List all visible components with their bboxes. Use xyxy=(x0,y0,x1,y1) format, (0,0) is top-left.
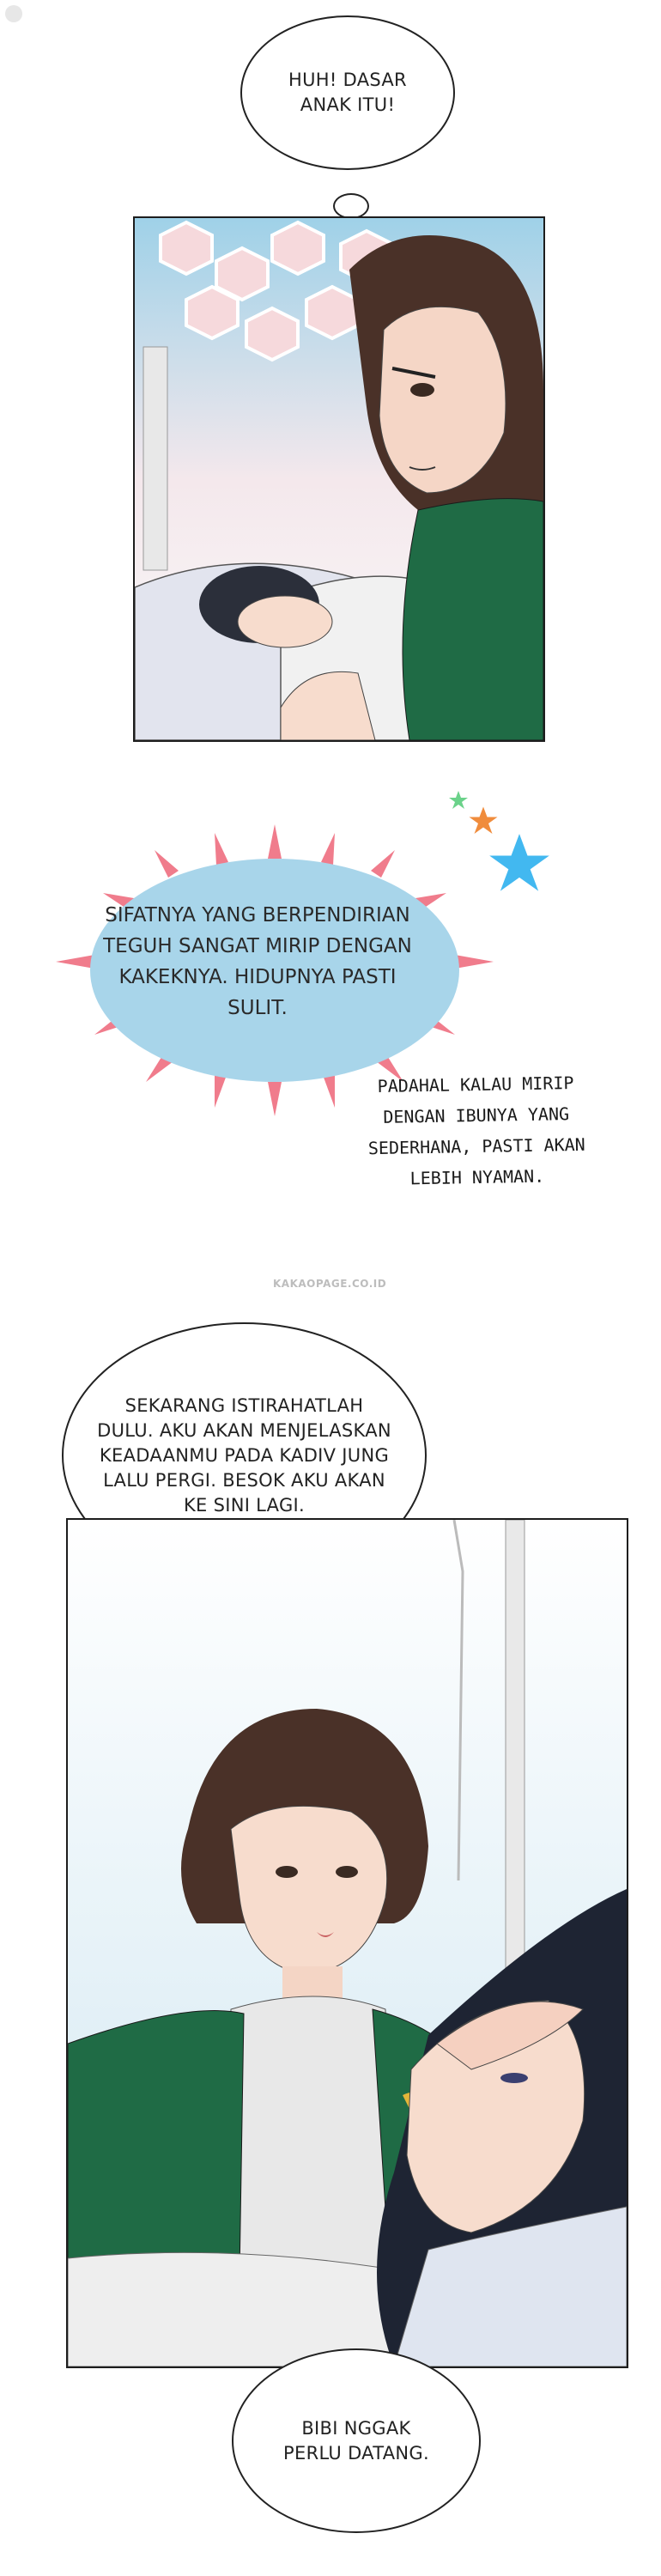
speech-bubble-1 xyxy=(240,15,455,170)
thought-text: SIFATNYA YANG BERPENDIRIAN TEGUH SANGAT MIRIP DENGAN KAKEKNYA. HIDUPNYA PASTI SULIT. xyxy=(103,904,412,1019)
star-green-icon xyxy=(448,790,469,811)
narration-text: PADAHAL KALAU MIRIP DENGAN IBUNYA YANG SEDERHANA, PASTI AKAN LEBIH NYAMAN. xyxy=(367,1072,585,1189)
speech-bubble-3 xyxy=(232,2348,481,2533)
credit-text: KAKAOPAGE.CO.ID xyxy=(273,1278,387,1290)
watermark-icon xyxy=(5,5,22,22)
panel-1-art xyxy=(135,218,543,740)
panel-2-art xyxy=(68,1520,627,2366)
speech-bubble-3-text: BIBI NGGAK PERLU DATANG. xyxy=(283,2417,429,2464)
thought-dot-large xyxy=(333,193,369,219)
panel-2 xyxy=(66,1518,628,2368)
panel-1 xyxy=(133,216,545,742)
speech-bubble-1-text: HUH! DASAR ANAK ITU! xyxy=(288,70,407,115)
speech-bubble-2-text: SEKARANG ISTIRAHATLAH DULU. AKU AKAN MENJELASKAN KEADAANMU PADA KADIV JUNG LALU PERGI. BESOK AKU AKAN KE SINI LAGI. xyxy=(97,1394,391,1516)
